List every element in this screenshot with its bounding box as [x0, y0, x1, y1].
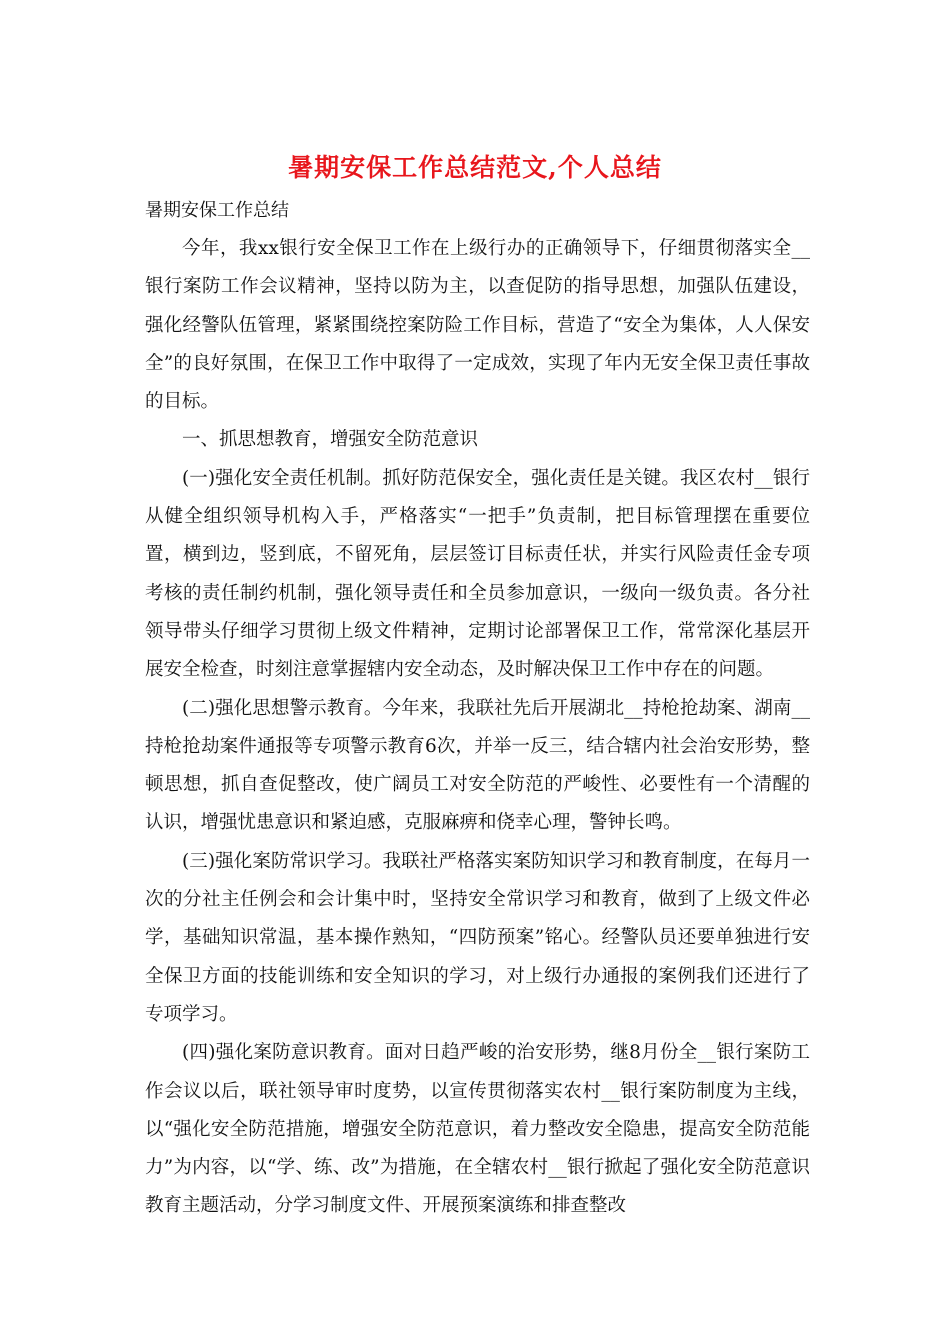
paragraph-item-2: (二)强化思想警示教育。今年来，我联社先后开展湖北__持枪抢劫案、湖南__持枪抢劫案件通报等专项警示教育6次，并举一反三，结合辖内社会治安形势，整顿思想，抓自查促整改，使广阔员工对安全防范的严峻性、必要性有一个清醒的认识，增强忧患意识和紧迫感，克服麻痹和侥幸心理，警钟长鸣。	[145, 697, 810, 834]
section-heading: 一、抓思想教育，增强安全防范意识	[182, 429, 479, 451]
paragraph-intro: 今年，我xx银行安全保卫工作在上级行办的正确领导下，仔细贯彻落实全__银行案防工作会议精神，坚持以防为主，以查促防的指导思想，加强队伍建设，强化经警队伍管理，紧紧围绕控案防险工作目标，营造了“安全为集体，人人保安全”的良好氛围，在保卫工作中取得了一定成效，实现了年内无安全保卫责任事故的目标。	[145, 238, 810, 413]
document-subtitle: 暑期安保工作总结	[145, 200, 289, 221]
paragraph-item-3: (三)强化案防常识学习。我联社严格落实案防知识学习和教育制度，在每月一次的分社主任例会和会计集中时，坚持安全常识学习和教育，做到了上级文件必学，基础知识常温，基本操作熟知，“四防预案”铭心。经警队员还要单独进行安全保卫方面的技能训练和安全知识的学习，对上级行办通报的案例我们还进行了专项学习。	[145, 850, 810, 1025]
document-title: 暑期安保工作总结范文,个人总结	[288, 153, 662, 182]
document-body	[145, 230, 810, 1226]
paragraph-item-4: (四)强化案防意识教育。面对日趋严峻的治安形势，继8月份全__银行案防工作会议以后，联社领导审时度势，以宣传贯彻落实农村__银行案防制度为主线，以“强化安全防范措施，增强安全防范意识，着力整改安全隐患，提高安全防范能力”为内容，以“学、练、改”为措施，在全辖农村__银行掀起了强化安全防范意识教育主题活动，分学习制度文件、开展预案演练和排查整改	[145, 1042, 810, 1217]
paragraph-item-1: (一)强化安全责任机制。抓好防范保安全，强化责任是关键。我区农村__银行从健全组织领导机构入手，严格落实“一把手”负责制，把目标管理摆在重要位置，横到边，竖到底，不留死角，层层签订目标责任状，并实行风险责任金专项考核的责任制约机制，强化领导责任和全员参加意识，一级向一级负责。各分社领导带头仔细学习贯彻上级文件精神，定期讨论部署保卫工作，常常深化基层开展安全检查，时刻注意掌握辖内安全动态，及时解决保卫工作中存在的问题。	[145, 467, 810, 681]
